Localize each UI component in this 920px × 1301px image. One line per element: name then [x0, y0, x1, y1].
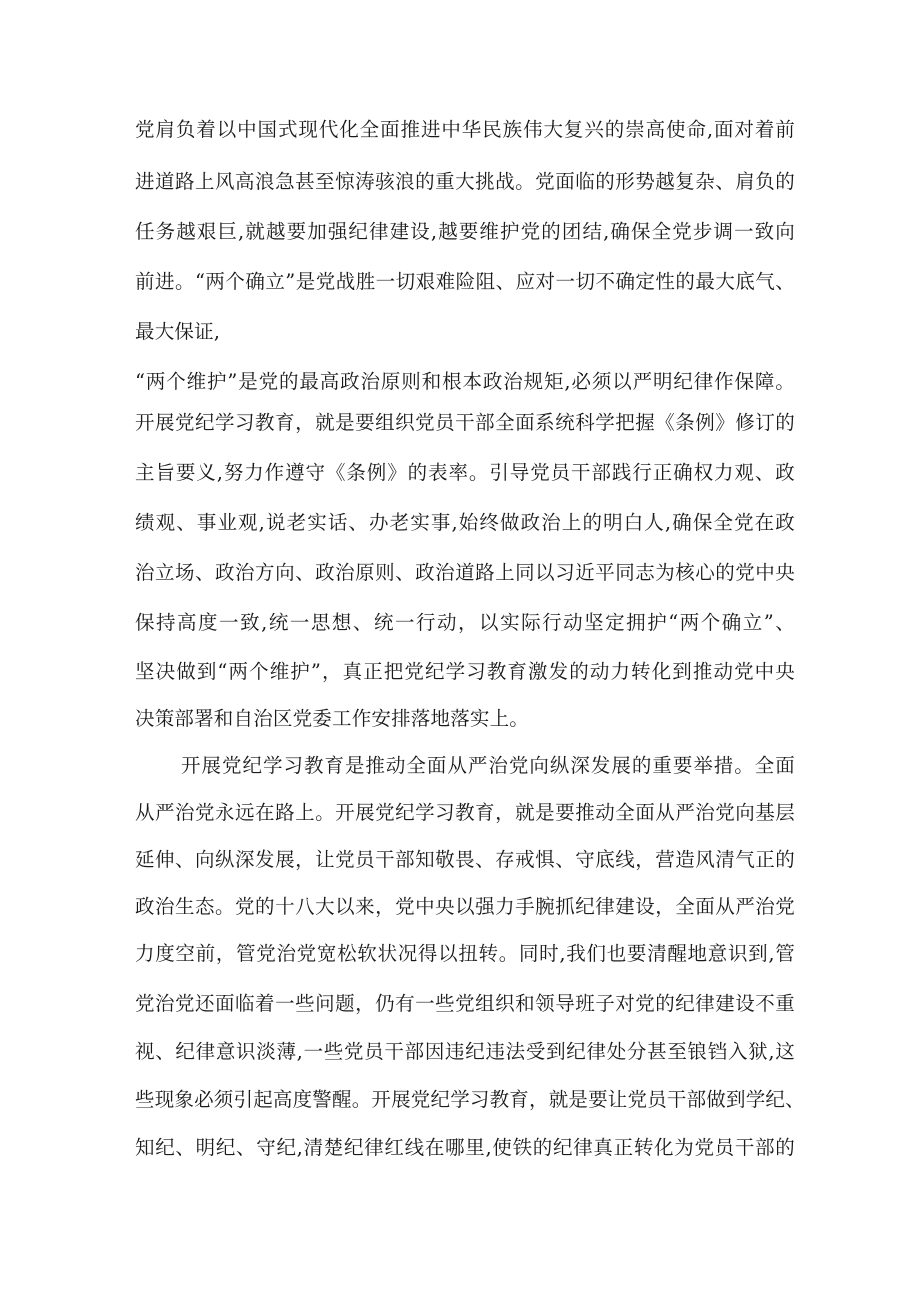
- paragraph-line: 决策部署和自治区党委工作安排落地落实上。: [135, 707, 530, 730]
- paragraph-line: 坚决做到“两个维护”，真正把党纪学习教育激发的动力转化到推动党中央: [135, 660, 795, 683]
- paragraph-line: 视、纪律意识淡薄,一些党员干部因违纪违法受到纪律处分甚至锒铛入狱,这: [135, 1040, 795, 1063]
- paragraph-line: 党治党还面临着一些问题，仍有一些党组织和领导班子对党的纪律建设不重: [135, 992, 795, 1015]
- paragraph-line: 治立场、政治方向、政治原则、政治道路上同以习近平同志为核心的党中央: [135, 561, 795, 584]
- paragraph-line: 主旨要义,努力作遵守《条例》的表率。引导党员干部践行正确权力观、政: [135, 461, 795, 484]
- paragraph-line: “两个维护”是党的最高政治原则和根本政治规矩,必须以严明纪律作保障。: [135, 370, 795, 393]
- paragraph-line: 力度空前，管党治党宽松软状况得以扭转。同时,我们也要清醒地意识到,管: [135, 942, 795, 965]
- paragraph-line: 绩观、事业观,说老实话、办老实事,始终做政治上的明白人,确保全党在政: [135, 511, 795, 534]
- paragraph-line: 知纪、明纪、守纪,清楚纪律红线在哪里,使铁的纪律真正转化为党员干部的: [135, 1136, 795, 1159]
- paragraph-line: 保持高度一致,统一思想、统一行动，以实际行动坚定拥护“两个确立”、: [135, 611, 795, 634]
- paragraph-line: 任务越艰巨,就越要加强纪律建设,越要维护党的团结,确保全党步调一致向: [135, 220, 795, 243]
- paragraph-line: 最大保证,: [135, 320, 221, 343]
- paragraph-line: 进道路上风高浪急甚至惊涛骇浪的重大挑战。党面临的形势越复杂、肩负的: [135, 170, 795, 193]
- paragraph-line: 开展党纪学习教育，就是要组织党员干部全面系统科学把握《条例》修订的: [135, 411, 795, 434]
- paragraph-line: 些现象必须引起高度警醒。开展党纪学习教育，就是要让党员干部做到学纪、: [135, 1088, 805, 1111]
- paragraph-line: 政治生态。党的十八大以来，党中央以强力手腕抓纪律建设，全面从严治党: [135, 895, 795, 918]
- paragraph-line: 从严治党永远在路上。开展党纪学习教育，就是要推动全面从严治党向基层: [135, 801, 795, 824]
- paragraph-line: 开展党纪学习教育是推动全面从严治党向纵深发展的重要举措。全面: [181, 754, 795, 777]
- paragraph-line: 延伸、向纵深发展，让党员干部知敬畏、存戒惧、守底线，营造风清气正的: [135, 848, 795, 871]
- paragraph-line: 党肩负着以中国式现代化全面推进中华民族伟大复兴的崇高使命,面对着前: [135, 118, 795, 141]
- paragraph-line: 前进。“两个确立”是党战胜一切艰难险阻、应对一切不确定性的最大底气、: [135, 270, 795, 293]
